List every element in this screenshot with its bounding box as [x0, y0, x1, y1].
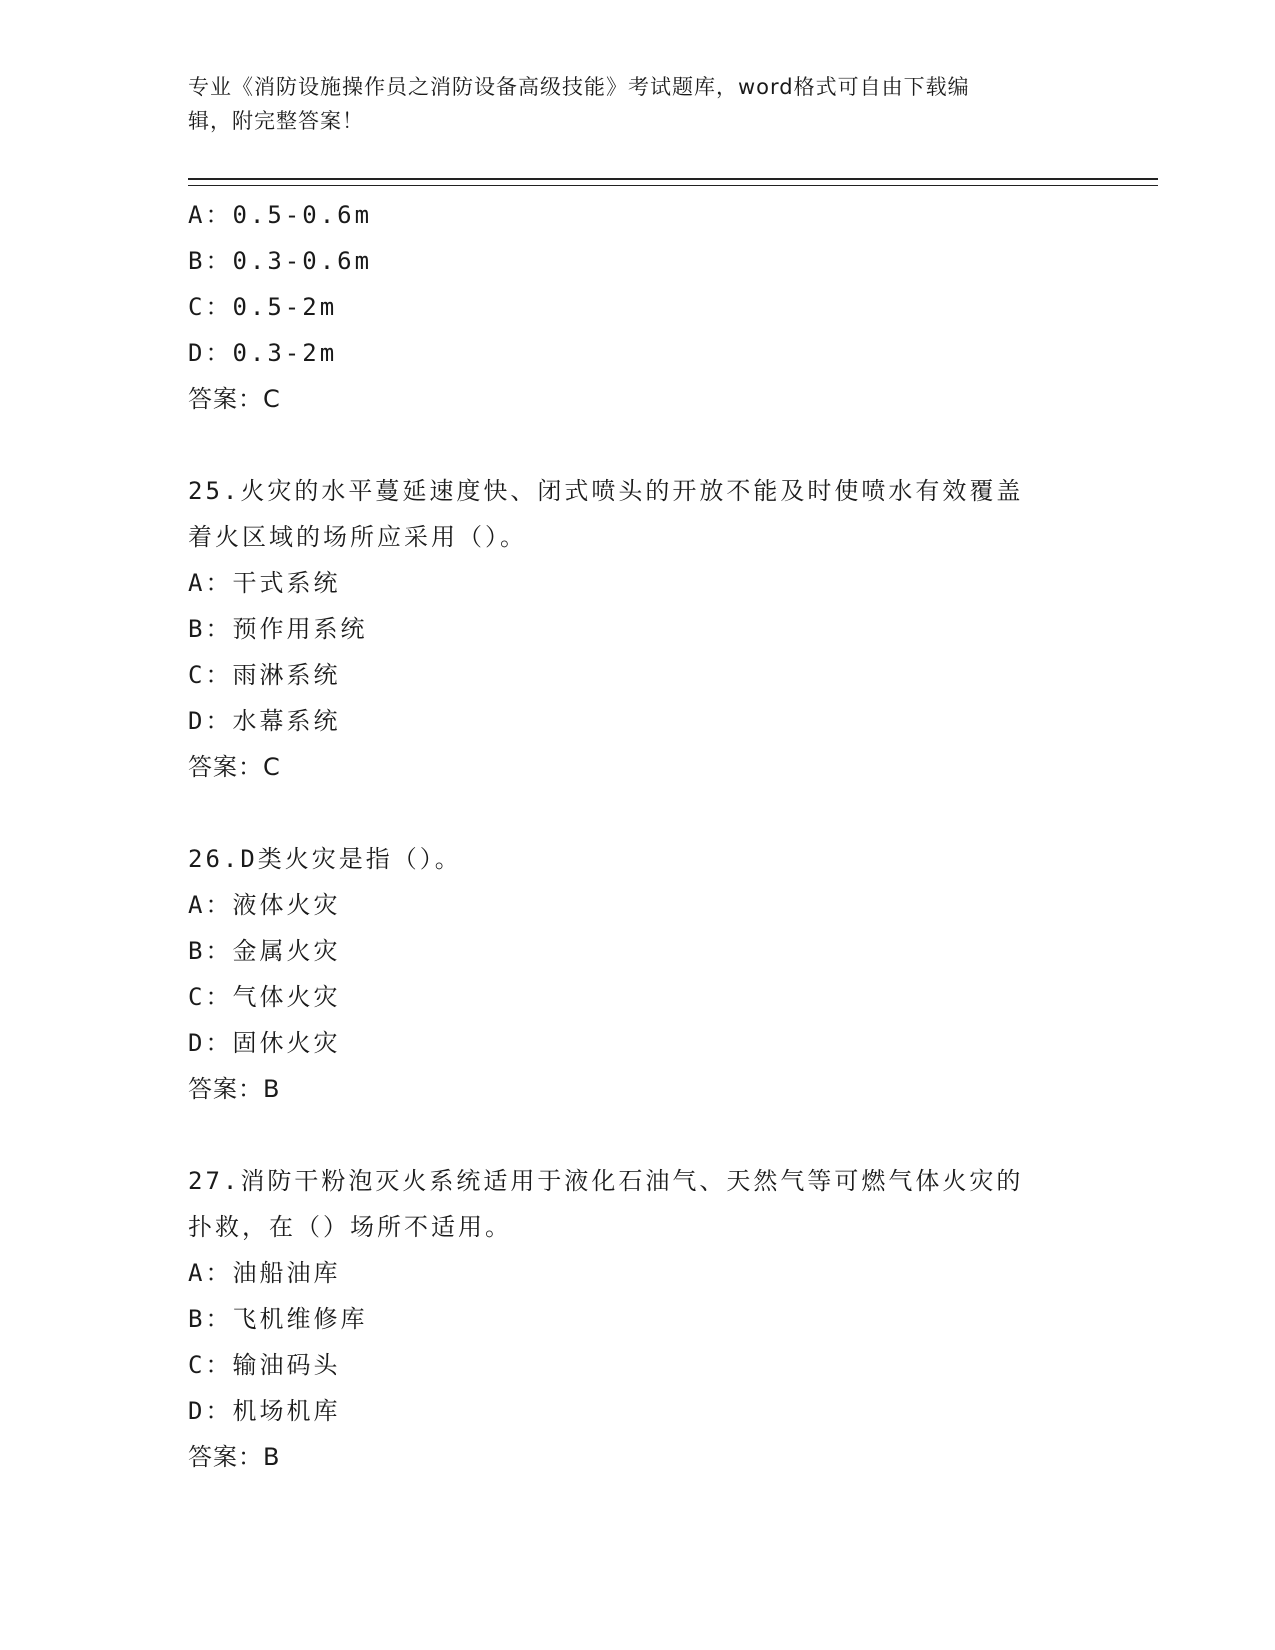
spacer	[188, 790, 1088, 836]
question-list	[188, 192, 1088, 1480]
option-d: D：固休火灾	[188, 1029, 341, 1057]
option-a: A：干式系统	[188, 569, 341, 597]
answer: 答案：C	[188, 385, 281, 413]
question-stem: 26.D类火灾是指（）。	[188, 845, 462, 873]
question-26	[188, 836, 1088, 1112]
option-c: C：输油码头	[188, 1351, 341, 1379]
header-line-1: 专业《消防设施操作员之消防设备高级技能》考试题库，word格式可自由下载编	[188, 75, 970, 99]
question-stem: 27.消防干粉泡灭火系统适用于液化石油气、天然气等可燃气体火灾的	[188, 1167, 1024, 1195]
question-24	[188, 192, 1088, 422]
question-stem-continued: 着火区域的场所应采用（）。	[188, 523, 527, 551]
option-b: B：金属火灾	[188, 937, 341, 965]
page-header	[188, 70, 1088, 138]
spacer	[188, 422, 1088, 468]
question-27	[188, 1158, 1088, 1480]
answer: 答案：B	[188, 1443, 281, 1471]
spacer	[188, 1112, 1088, 1158]
option-d: D：机场机库	[188, 1397, 341, 1425]
option-d: D：水幕系统	[188, 707, 341, 735]
question-stem: 25.火灾的水平蔓延速度快、闭式喷头的开放不能及时使喷水有效覆盖	[188, 477, 1024, 505]
option-a: A：0.5-0.6m	[188, 201, 373, 229]
option-d: D：0.3-2m	[188, 339, 338, 367]
question-25	[188, 468, 1088, 790]
header-line-2: 辑，附完整答案！	[188, 109, 364, 133]
question-stem-continued: 扑救，在（）场所不适用。	[188, 1213, 512, 1241]
option-a: A：液体火灾	[188, 891, 341, 919]
option-c: C：0.5-2m	[188, 293, 338, 321]
option-b: B：0.3-0.6m	[188, 247, 373, 275]
option-b: B：预作用系统	[188, 615, 368, 643]
header-divider	[188, 178, 1158, 186]
option-a: A：油船油库	[188, 1259, 341, 1287]
option-c: C：气体火灾	[188, 983, 341, 1011]
answer: 答案：C	[188, 753, 281, 781]
option-b: B：飞机维修库	[188, 1305, 368, 1333]
answer: 答案：B	[188, 1075, 281, 1103]
option-c: C：雨淋系统	[188, 661, 341, 689]
